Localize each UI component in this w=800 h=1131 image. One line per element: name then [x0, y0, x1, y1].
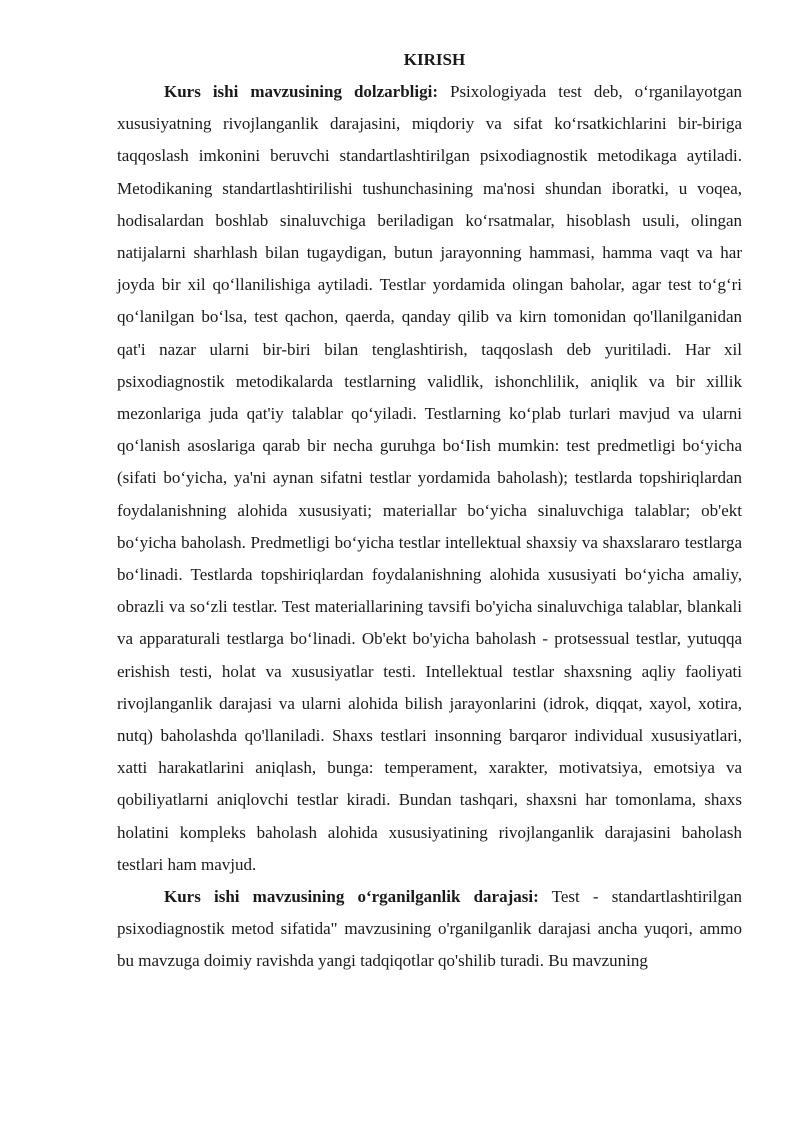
- paragraph-relevance: [117, 76, 742, 881]
- paragraph-study-level: [117, 881, 742, 978]
- paragraph-relevance-heading: Kurs ishi mavzusining dolzarbligi:: [164, 82, 438, 101]
- paragraph-study-level-body: Test - standartlashtirilgan psixodiagnostik metod sifatida" mavzusining o'rganilganlik darajasi ancha yuqori, ammo bu mavzuga doimiy ravishda yangi tadqiqotlar qo'shilib turadi. Bu mavzuning: [117, 887, 742, 971]
- document-page: [117, 44, 742, 978]
- page-title: KIRISH: [403, 50, 466, 69]
- paragraph-relevance-body: Psixologiyada test deb, oʻrganilayotgan xususiyatning rivojlanganlik darajasini, miqdoriy va sifat koʻrsatkichlarini bir-biriga taqqoslash imkonini beruvchi standartlashtirilgan psixodiagnostik metodikaga aytiladi. Metodikaning standartlashtirilishi tushunchasining ma'nosi shundan iboratki, u voqea, hodisalardan boshlab sinaluvchiga beriladigan koʻrsatmalar, hisoblash usuli, olingan natijalarni sharhlash bilan tugaydigan, butun jarayonning hammasi, hamma vaqt va har joyda bir xil qoʻllanilishiga aytiladi. Testlar yordamida olingan baholar, agar test toʻgʻri qoʻlanilgan boʻlsa, test qachon, qaerda, qanday qilib va kirn tomonidan qo'llanilganidan qat'i nazar ularni bir-biri bilan tenglashtirish, taqqoslash deb yuritiladi. Har xil psixodiagnostik metodikalarda testlarning validlik, ishonchlilik, aniqlik va bir xillik mezonlariga juda qat'iy talablar qoʻyiladi. Testlarning koʻplab turlari mavjud va ularni qoʻlanish asoslariga qarab bir necha guruhga boʻIish mumkin: test predmetligi boʻyicha (sifati boʻyicha, ya'ni aynan sifatni testlar yordamida baholash); testlarda topshiriqlardan foydalanishning alohida xususiyati; materiallar boʻyicha sinaluvchiga talablar; ob'ekt boʻyicha baholash. Predmetligi boʻyicha testlar intellektual shaxsiy va shaxslararo testlarga boʻlinadi. Testlarda topshiriqlardan foydalanishning alohida xususiyati boʻyicha amaliy, obrazli va soʻzli testlar. Test materiallarining tavsifi bo'yicha sinaluvchiga talablar, blankali va apparaturali testlarga boʻlinadi. Ob'ekt bo'yicha baholash - protsessual testlar, yutuqqa erishish testi, holat va xususiyatlar testi. Intellektual testlar shaxsning aqliy faoliyati rivojlanganlik darajasi va ularni alohida bilish jarayonlarini (idrok, diqqat, xayol, xotira, nutq) baholashda qo'llaniladi. Shaxs testlari insonning barqaror individual xususiyatlari, xatti harakatlarini aniqlash, bunga: temperament, xarakter, motivatsiya, emotsiya va qobiliyatlarni aniqlovchi testlar kiradi. Bundan tashqari, shaxsni har tomonlama, shaxs holatini kompleks baholash alohida xususiyatining rivojlanganlik darajasini baholash testlari ham mavjud.: [117, 82, 742, 874]
- paragraph-study-level-heading: Kurs ishi mavzusining oʻrganilganlik darajasi:: [164, 887, 539, 907]
